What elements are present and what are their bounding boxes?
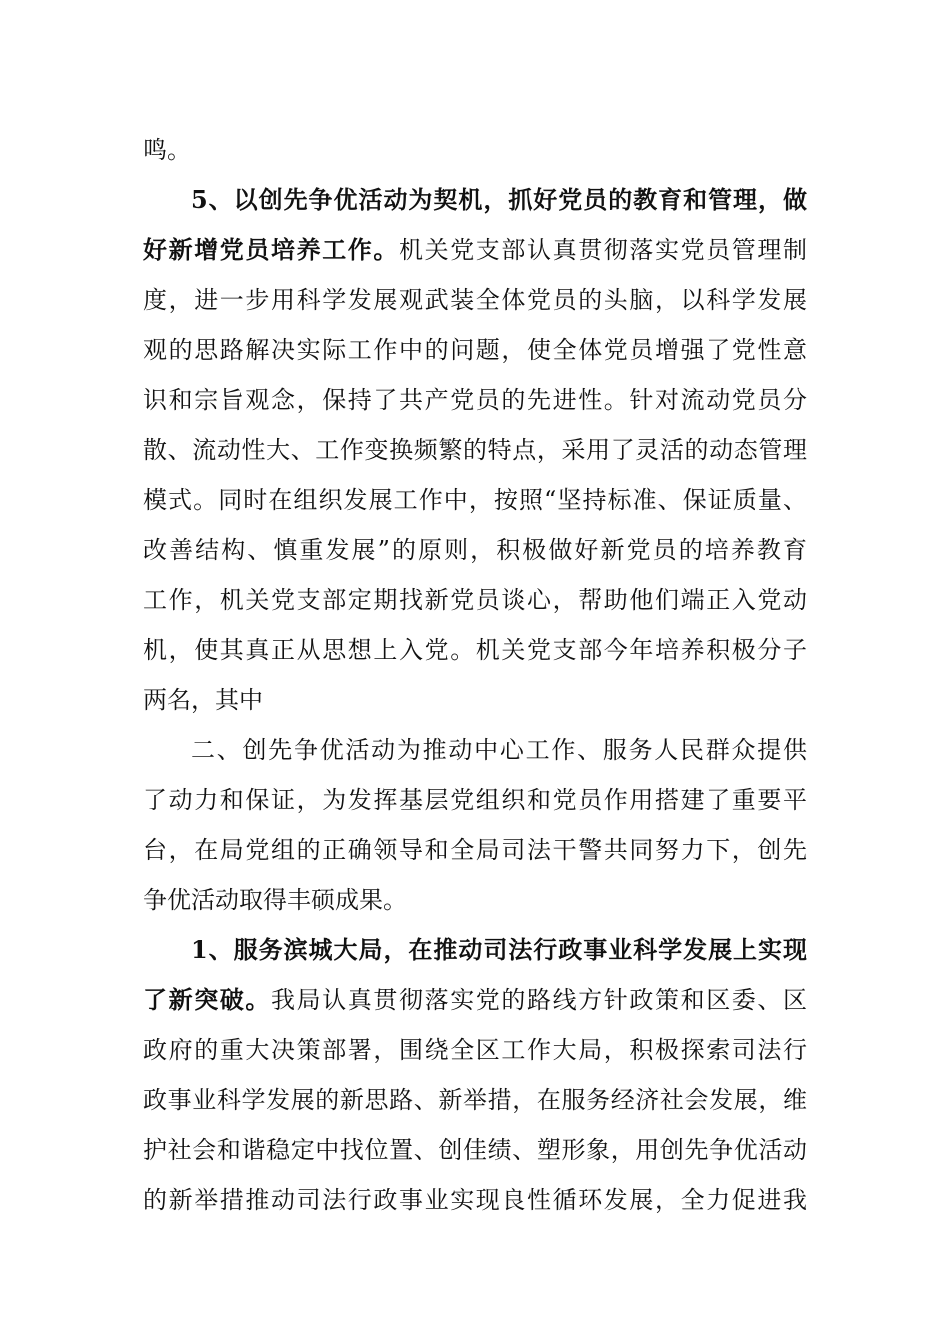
text-line-14: 了动力和保证，为发挥基层党组织和党员作用搭建了重要平 (143, 786, 807, 814)
section-5-heading-continued: 好新增党员培养工作。机关党支部认真贯彻落实党员管理制 (143, 235, 807, 264)
text-line-6: 识和宗旨观念，保持了共产党员的先进性。针对流动党员分 (143, 386, 807, 414)
text-line-5: 观的思路解决实际工作中的问题，使全体党员增强了党性意 (143, 336, 807, 364)
text-line-9: 改善结构、慎重发展”的原则，积极做好新党员的培养教育 (143, 536, 807, 564)
text-line-4: 度，进一步用科学发展观武装全体党员的头脑，以科学发展 (143, 286, 807, 314)
text-line-19: 政府的重大决策部署，围绕全区工作大局，积极探索司法行 (143, 1036, 807, 1064)
text-line-21: 护社会和谐稳定中找位置、创佳绩、塑形象，用创先争优活动 (143, 1136, 807, 1164)
section-1-heading-continued: 了新突破。我局认真贯彻落实党的路线方针政策和区委、区 (143, 985, 807, 1014)
text-line-22: 的新举措推动司法行政事业实现良性循环发展，全力促进我 (143, 1186, 807, 1214)
text-line-10: 工作，机关党支部定期找新党员谈心，帮助他们端正入党动 (143, 586, 807, 614)
text-line-16: 争优活动取得丰硕成果。 (143, 886, 407, 914)
section-1-heading: 1、服务滨城大局，在推动司法行政事业科学发展上实现 (191, 935, 807, 964)
text-line-12: 两名，其中 (143, 686, 263, 714)
text-line-1: 鸣。 (143, 136, 191, 164)
text-line-20: 政事业科学发展的新思路、新举措，在服务经济社会发展，维 (143, 1086, 807, 1114)
text-line-7: 散、流动性大、工作变换频繁的特点，采用了灵活的动态管理 (143, 436, 807, 464)
text-line-8: 模式。同时在组织发展工作中，按照“坚持标准、保证质量、 (143, 486, 807, 514)
section-5-heading: 5、以创先争优活动为契机，抓好党员的教育和管理，做 (191, 185, 807, 214)
text-line-15: 台，在局党组的正确领导和全局司法干警共同努力下，创先 (143, 836, 807, 864)
text-line-11: 机，使其真正从思想上入党。机关党支部今年培养积极分子 (143, 636, 807, 664)
section-2-heading: 二、创先争优活动为推动中心工作、服务人民群众提供 (191, 736, 807, 764)
